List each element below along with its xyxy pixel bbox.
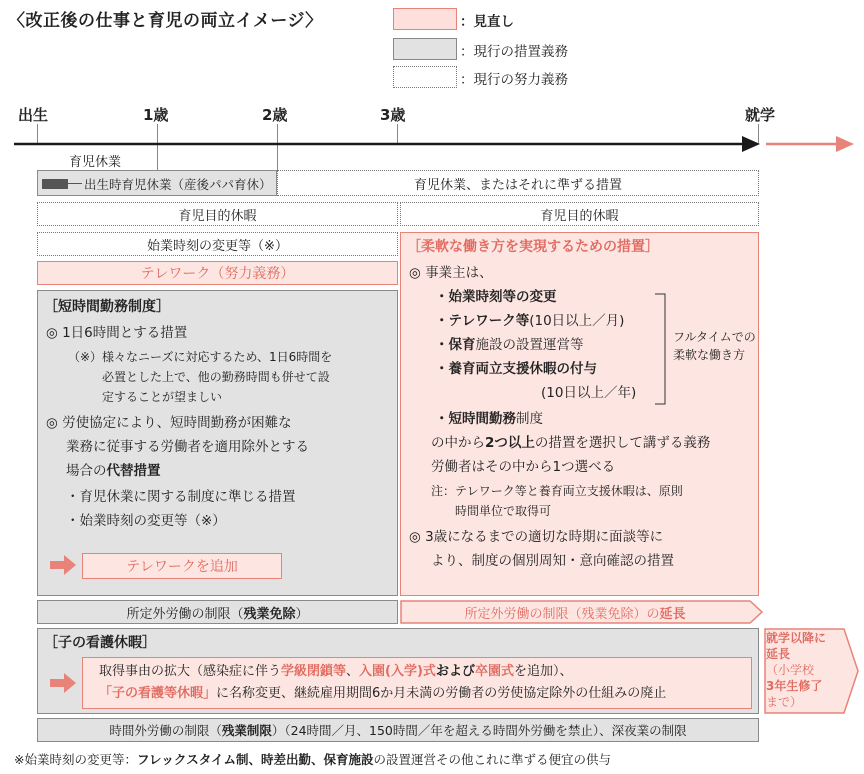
age-label-birth: 出生 [18, 106, 49, 124]
legend-label-review: ：見直し [460, 14, 514, 30]
flexible-heading: ［柔軟な働き方を実現するための措置］ [407, 239, 659, 255]
legend-label-mandatory: ：現行の措置義務 [460, 44, 568, 60]
overtime-limit-right-text [400, 603, 750, 622]
overtime-limit-right-label: 所定外労働の制限（残業免除）の [464, 607, 660, 622]
flexible-text: の措置を選択して講ずる義務 [534, 435, 711, 451]
flexible-item [435, 311, 624, 331]
short-hours-line: ◎ 1日6時間とする措置 [46, 325, 188, 341]
nursing-text: 、 [346, 664, 360, 679]
flexible-item: ・養育両立支援休暇の付与 [435, 361, 597, 377]
flexible-item: ・始業時刻等の変更 [435, 289, 557, 305]
short-hours-box [37, 290, 398, 596]
short-hours-line [66, 461, 161, 481]
flexible-item [435, 335, 584, 355]
legend-swatch-effort [393, 66, 457, 88]
extension-text [766, 630, 846, 710]
short-hours-note: 定することが望ましい [102, 390, 223, 404]
age-label-1: 1歳 [143, 106, 169, 124]
extension-line: 就学以降に [766, 631, 827, 645]
graduation-ceremony: 卒園式 [474, 664, 514, 679]
short-hours-text: 場合の [66, 463, 107, 479]
entrance-ceremony: 入園(入学)式 [359, 664, 436, 679]
telework-effort-bar: テレワーク（努力義務） [37, 261, 398, 285]
flexible-note: 時間単位で取得可 [455, 504, 552, 518]
footnote-text: ※始業時刻の変更等： [14, 752, 137, 767]
flexible-item-name: ・保育 [435, 337, 476, 353]
flexible-line: ◎ 事業主は、 [409, 265, 493, 281]
telework-add-box: テレワークを追加 [82, 553, 282, 579]
overtime-restriction: 残業制限 [221, 723, 272, 738]
nursing-text: 取得事由の拡大（感染症に伴う [99, 664, 282, 679]
short-hours-line: ◎ 労使協定により、短時間勤務が困難な [46, 415, 292, 431]
purpose-leave-right: 育児目的休暇 [400, 202, 759, 226]
birth-leave-connector [68, 183, 82, 184]
flexible-line: 労働者はその中から1つ選べる [431, 459, 616, 475]
birth-leave-bar [37, 170, 277, 196]
overtime-hours-bar [37, 718, 759, 742]
short-hours-line: ・始業時刻の変更等（※） [66, 513, 226, 529]
flexible-item-detail: 施設の設置運営等 [475, 337, 584, 353]
legend-swatch-review [393, 8, 457, 30]
age-label-3: 3歳 [380, 106, 406, 124]
overtime-hours-text: ）（24時間／月、150時間／年を超える時間外労働を禁止）、深夜業の制限 [271, 723, 687, 738]
class-closure: 学級閉鎖等 [281, 664, 347, 679]
page-title: 〈改正後の仕事と育児の両立イメージ〉 [8, 11, 323, 31]
extension-line: 3年生修了 [766, 679, 823, 693]
birth-leave-text: 出生時育児休業（産後パパ育休） [84, 177, 272, 192]
purpose-leave-left: 育児目的休暇 [37, 202, 398, 226]
flexible-text: の中から [431, 435, 485, 451]
short-hours-note: 必置とした上で、他の勤務時間も併せて設 [102, 370, 330, 384]
right-arrow-icon [50, 555, 76, 575]
extension-label: 延長 [659, 607, 686, 622]
nursing-line-2 [99, 684, 666, 704]
substitute-measure: 代替措置 [106, 463, 161, 479]
childcare-leave-label: 育児休業 [68, 154, 121, 170]
overtime-limit-left [37, 600, 398, 624]
overtime-exemption: 残業免除 [243, 606, 296, 622]
flexible-item [435, 409, 543, 429]
full-time-note: フルタイムでの [673, 330, 756, 344]
overtime-limit-text: 所定外労働の制限（ [126, 606, 244, 622]
birth-leave-marker [42, 179, 68, 189]
flexible-line: ◎ 3歳になるまでの適切な時期に面談等に [409, 529, 664, 545]
flexible-item-detail: (10日以上／月) [529, 313, 625, 329]
extension-line: まで） [766, 695, 803, 709]
flexible-measures-box [400, 232, 759, 596]
flexible-item-detail: (10日以上／年) [541, 385, 637, 401]
nursing-text: を追加）、 [513, 664, 573, 679]
flexible-line: より、制度の個別周知・意向確認の措置 [431, 553, 674, 569]
flexible-line [431, 433, 710, 453]
nursing-text: および [435, 664, 475, 679]
nursing-changes-box [82, 657, 752, 709]
footnote-emphasis: フレックスタイム制、時差出勤、保育施設 [136, 752, 374, 767]
bracket [655, 293, 667, 405]
footnote [14, 750, 611, 768]
flexible-item-name: ・短時間勤務 [435, 411, 516, 427]
legend-label-effort: ：現行の努力義務 [460, 72, 568, 88]
extension-line: （小学校 [766, 663, 815, 677]
nursing-heading: ［子の看護休暇］ [44, 635, 156, 651]
overtime-hours-text: 時間外労働の制限（ [109, 723, 222, 738]
age-label-school: 就学 [745, 106, 776, 124]
flexible-emphasis: 2つ以上 [485, 435, 535, 451]
legend-swatch-mandatory [393, 38, 457, 60]
flexible-item-name: ・テレワーク等 [435, 313, 530, 329]
childcare-leave-equiv-bar: 育児休業、またはそれに準ずる措置 [277, 170, 759, 196]
flexible-note: 注：テレワーク等と養育両立支援休暇は、原則 [431, 484, 683, 498]
start-time-change-bar: 始業時刻の変更等（※） [37, 232, 398, 256]
nursing-leave-box [37, 628, 759, 714]
footnote-text: の設置運営その他これに準ずる便宜の供与 [373, 752, 612, 767]
nursing-line-1 [99, 662, 572, 682]
overtime-limit-right [400, 600, 764, 624]
extension-line: 延長 [766, 647, 791, 661]
full-time-note: 柔軟な働き方 [673, 348, 746, 362]
right-arrow-icon [50, 673, 76, 693]
short-hours-line: 業務に従事する労働者を適用除外とする [66, 439, 309, 455]
renamed-leave: 「子の看護等休暇」 [99, 686, 217, 701]
age-label-2: 2歳 [262, 106, 288, 124]
short-hours-heading: ［短時間勤務制度］ [44, 299, 170, 315]
flexible-item-detail: 制度 [516, 411, 543, 427]
overtime-limit-text: ） [295, 606, 309, 622]
short-hours-line: ・育児休業に関する制度に準じる措置 [66, 489, 296, 505]
short-hours-note: （※）様々なニーズに対応するため、1日6時間を [68, 350, 333, 364]
nursing-text: に名称変更、継続雇用期間6か月未満の労働者の労使協定除外の仕組みの廃止 [216, 686, 667, 701]
